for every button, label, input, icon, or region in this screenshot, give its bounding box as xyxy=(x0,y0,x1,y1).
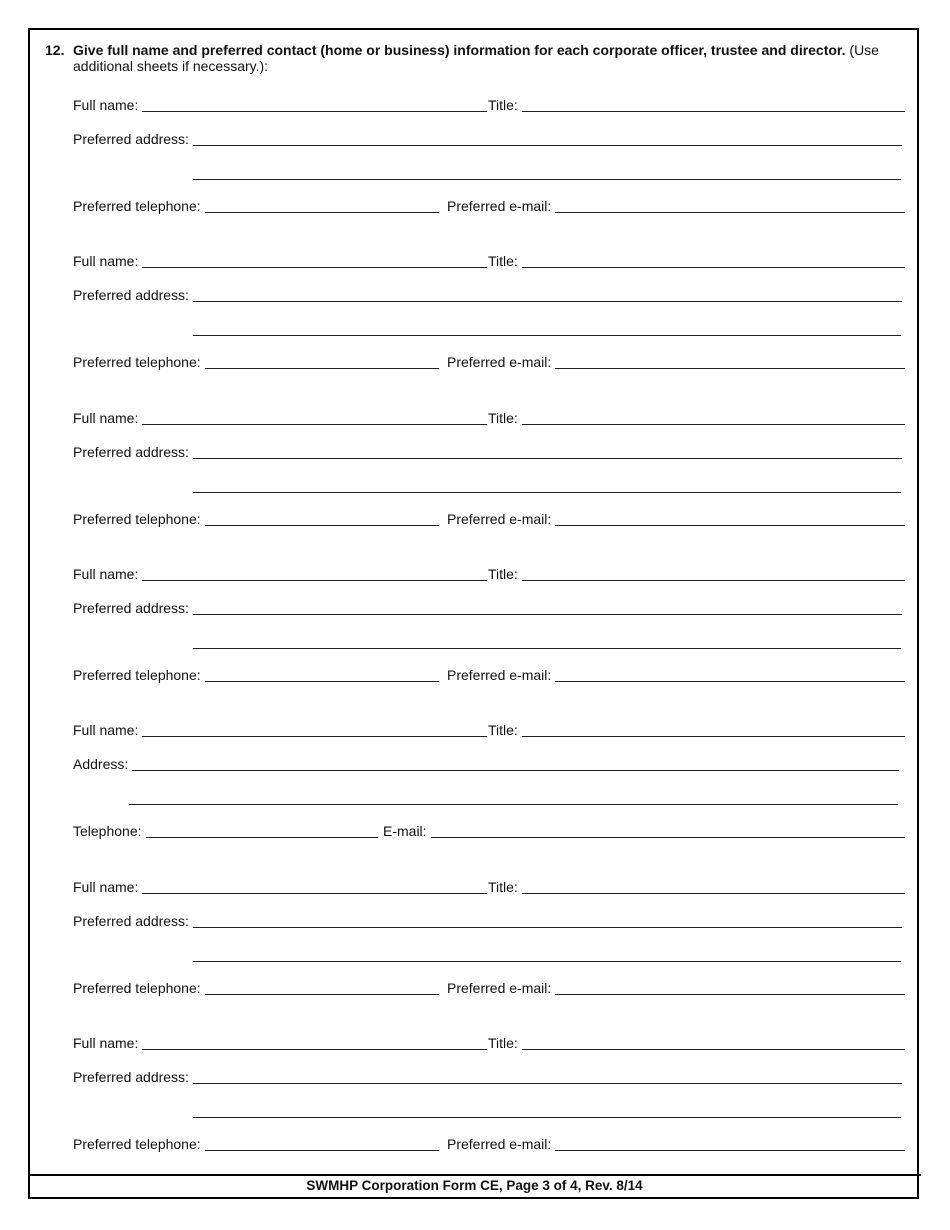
email-field xyxy=(447,1136,905,1152)
address-field-line[interactable] xyxy=(193,289,902,302)
email-field xyxy=(447,198,905,214)
telephone-field xyxy=(73,667,439,683)
email-field-label: Preferred e-mail: xyxy=(447,667,552,683)
question-text xyxy=(73,42,895,74)
email-field-label: E-mail: xyxy=(383,823,427,839)
title-field xyxy=(488,1035,905,1051)
footer-rule xyxy=(28,1174,921,1176)
telephone-field-label: Preferred telephone: xyxy=(73,1136,201,1152)
full-name-field xyxy=(73,97,487,113)
address-continuation-line[interactable] xyxy=(193,961,901,962)
telephone-field xyxy=(73,198,439,214)
full-name-field-line[interactable] xyxy=(142,568,487,581)
title-field-label: Title: xyxy=(488,879,518,895)
form-footer: SWMHP Corporation Form CE, Page 3 of 4, Rev. 8/14 xyxy=(306,1178,643,1193)
email-field-line[interactable] xyxy=(555,982,905,995)
full-name-field xyxy=(73,566,487,582)
address-field-label: Preferred address: xyxy=(73,131,189,147)
telephone-field-line[interactable] xyxy=(205,356,439,369)
telephone-field xyxy=(73,980,439,996)
address-field-label: Preferred address: xyxy=(73,444,189,460)
full-name-field xyxy=(73,253,487,269)
title-field-line[interactable] xyxy=(522,255,905,268)
title-field xyxy=(488,722,905,738)
title-field-line[interactable] xyxy=(522,1037,905,1050)
address-field-label: Preferred address: xyxy=(73,600,189,616)
title-field-label: Title: xyxy=(488,1035,518,1051)
full-name-field-label: Full name: xyxy=(73,253,139,269)
address-field-label: Preferred address: xyxy=(73,287,189,303)
full-name-field-line[interactable] xyxy=(142,1037,487,1050)
address-field-line[interactable] xyxy=(193,915,902,928)
email-field-line[interactable] xyxy=(555,200,905,213)
email-field-label: Preferred e-mail: xyxy=(447,354,552,370)
full-name-field-label: Full name: xyxy=(73,722,139,738)
email-field-line[interactable] xyxy=(555,669,905,682)
title-field-label: Title: xyxy=(488,722,518,738)
full-name-field-label: Full name: xyxy=(73,1035,139,1051)
telephone-field-line[interactable] xyxy=(205,669,439,682)
title-field-line[interactable] xyxy=(522,724,905,737)
address-continuation-line[interactable] xyxy=(129,804,898,805)
full-name-field-line[interactable] xyxy=(142,881,487,894)
address-field-line[interactable] xyxy=(193,602,902,615)
address-field xyxy=(73,444,902,460)
email-field-label: Preferred e-mail: xyxy=(447,1136,552,1152)
title-field-label: Title: xyxy=(488,566,518,582)
telephone-field xyxy=(73,1136,439,1152)
address-continuation-line[interactable] xyxy=(193,648,901,649)
telephone-field xyxy=(73,354,439,370)
email-field xyxy=(447,511,905,527)
address-field-line[interactable] xyxy=(193,133,902,146)
address-field-line[interactable] xyxy=(193,446,902,459)
address-field xyxy=(73,287,902,303)
telephone-field xyxy=(73,511,439,527)
email-field-label: Preferred e-mail: xyxy=(447,198,552,214)
email-field xyxy=(447,354,905,370)
full-name-field-line[interactable] xyxy=(142,412,487,425)
full-name-field xyxy=(73,722,487,738)
address-field xyxy=(73,600,902,616)
title-field xyxy=(488,253,905,269)
email-field-line[interactable] xyxy=(431,825,905,838)
title-field-line[interactable] xyxy=(522,99,905,112)
question-number: 12. xyxy=(45,42,65,58)
title-field-label: Title: xyxy=(488,410,518,426)
full-name-field-label: Full name: xyxy=(73,410,139,426)
telephone-field-label: Preferred telephone: xyxy=(73,511,201,527)
address-field xyxy=(73,131,902,147)
question-note: (Use additional sheets if necessary.): xyxy=(73,42,879,74)
telephone-field-line[interactable] xyxy=(205,513,439,526)
full-name-field-line[interactable] xyxy=(142,724,487,737)
telephone-field-line[interactable] xyxy=(205,982,439,995)
full-name-field-line[interactable] xyxy=(142,255,487,268)
telephone-field-label: Telephone: xyxy=(73,823,142,839)
email-field xyxy=(447,667,905,683)
address-continuation-line[interactable] xyxy=(193,492,901,493)
full-name-field-label: Full name: xyxy=(73,566,139,582)
address-continuation-line[interactable] xyxy=(193,335,901,336)
full-name-field-line[interactable] xyxy=(142,99,487,112)
telephone-field-label: Preferred telephone: xyxy=(73,980,201,996)
email-field xyxy=(447,980,905,996)
address-field-label: Preferred address: xyxy=(73,913,189,929)
address-field-label: Preferred address: xyxy=(73,1069,189,1085)
title-field-line[interactable] xyxy=(522,881,905,894)
address-continuation-line[interactable] xyxy=(193,179,901,180)
telephone-field xyxy=(73,823,378,839)
title-field-line[interactable] xyxy=(522,412,905,425)
full-name-field xyxy=(73,1035,487,1051)
email-field xyxy=(383,823,905,839)
title-field xyxy=(488,97,905,113)
telephone-field-label: Preferred telephone: xyxy=(73,198,201,214)
title-field xyxy=(488,566,905,582)
title-field-line[interactable] xyxy=(522,568,905,581)
title-field-label: Title: xyxy=(488,253,518,269)
email-field-line[interactable] xyxy=(555,1138,905,1151)
full-name-field xyxy=(73,410,487,426)
address-field-label: Address: xyxy=(73,756,129,772)
address-continuation-line[interactable] xyxy=(193,1117,901,1118)
telephone-field-line[interactable] xyxy=(205,1138,439,1151)
question-bold-text: Give full name and preferred contact (home or business) information for each corporate officer, trustee and director. xyxy=(73,42,846,58)
email-field-label: Preferred e-mail: xyxy=(447,511,552,527)
full-name-field-label: Full name: xyxy=(73,97,139,113)
telephone-field-line[interactable] xyxy=(205,200,439,213)
address-field xyxy=(73,756,899,772)
email-field-line[interactable] xyxy=(555,513,905,526)
address-field xyxy=(73,1069,902,1085)
email-field-label: Preferred e-mail: xyxy=(447,980,552,996)
full-name-field-label: Full name: xyxy=(73,879,139,895)
telephone-field-label: Preferred telephone: xyxy=(73,354,201,370)
address-field-line[interactable] xyxy=(193,1071,902,1084)
full-name-field xyxy=(73,879,487,895)
title-field-label: Title: xyxy=(488,97,518,113)
telephone-field-line[interactable] xyxy=(146,825,378,838)
telephone-field-label: Preferred telephone: xyxy=(73,667,201,683)
title-field xyxy=(488,410,905,426)
address-field xyxy=(73,913,902,929)
title-field xyxy=(488,879,905,895)
address-field-line[interactable] xyxy=(132,758,899,771)
email-field-line[interactable] xyxy=(555,356,905,369)
